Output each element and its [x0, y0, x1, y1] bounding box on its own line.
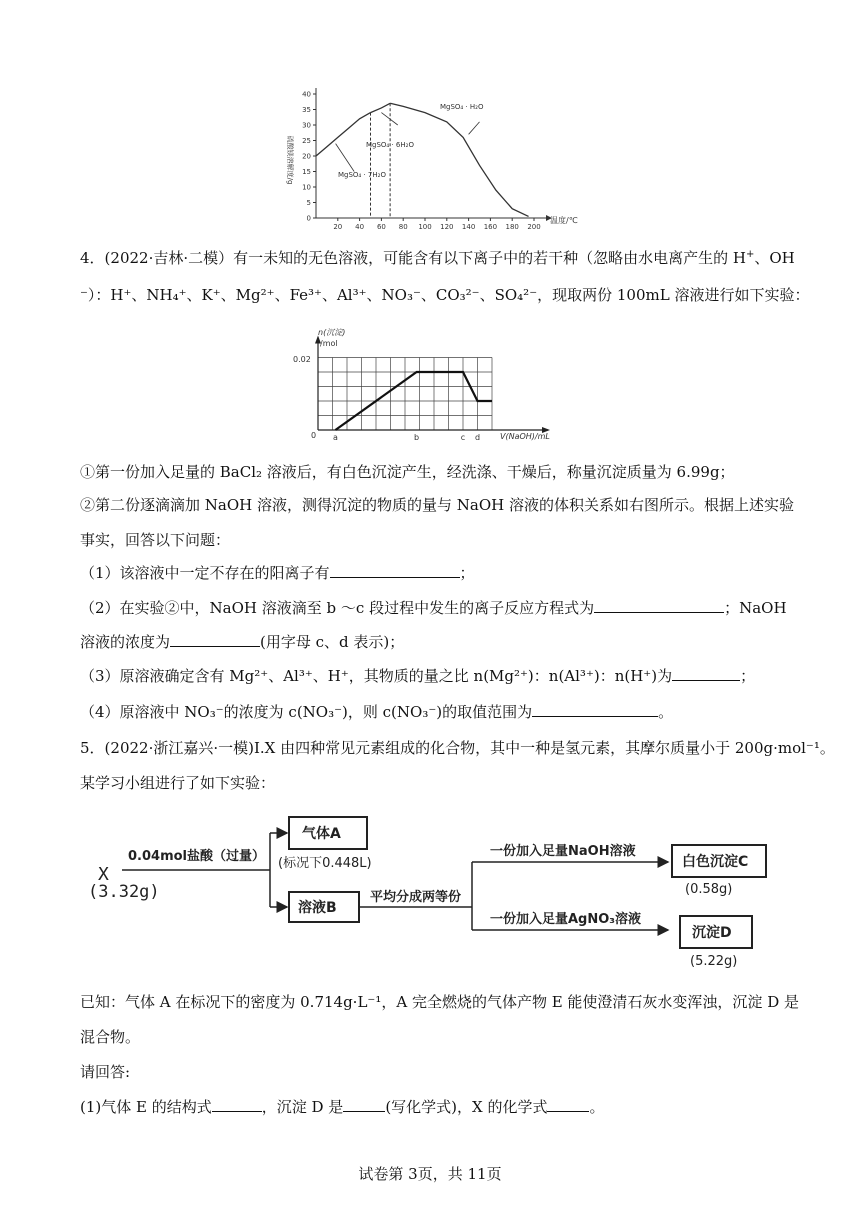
series-line-1 [371, 103, 391, 112]
series-label-7h2o: MgSO₄ · 7H₂O [338, 171, 386, 179]
precipitate-c-mass: (0.58g) [685, 882, 733, 897]
precipitate-d-mass: (5.22g) [690, 954, 738, 969]
q5-line1: 5．(2022·浙江嘉兴·一模)I.X 由四种常见元素组成的化合物，其中一种是氢元素，其摩尔质量小于 200g·mol⁻¹。 [80, 739, 835, 757]
q5-known1: 已知：气体 A 在标况下的密度为 0.714g·L⁻¹，A 完全燃烧的气体产物 E 能使澄清石灰水变浑浊，沉淀 D 是 [80, 993, 799, 1011]
origin-label: 0 [311, 431, 317, 440]
x-tick-label: 80 [398, 223, 408, 231]
q5-ask: 请回答: [80, 1063, 131, 1081]
x-tick-label-a: a [332, 433, 338, 442]
precipitate-d-label: 沉淀D [692, 925, 732, 941]
y-tick-label: 25 [302, 137, 311, 145]
y-tick-label: 10 [302, 183, 311, 192]
answer-blank[interactable] [170, 632, 260, 647]
y-tick-label: 40 [302, 90, 311, 99]
x-tick-label: 180 [505, 223, 519, 231]
y-tick-label: 20 [302, 152, 311, 161]
x-axis-label: 温度/℃ [550, 216, 578, 225]
q4-sub2a: （2）在实验②中，NaOH 溶液滴至 b ～c 段过程中发生的离子反应方程式为 ；NaOH [80, 599, 787, 617]
q5-part1: (1)气体 E 的结构式 ，沉淀 D 是 (写化学式)，X 的化学式 。 [80, 1098, 605, 1116]
q4-step1: ①第一份加入足量的 BaCl₂ 溶液后，有白色沉淀产生，经洗涤、干燥后，称量沉淀质量为 6.99g； [80, 463, 735, 481]
leader-line [336, 144, 355, 172]
gas-a-note: (标况下0.448L) [278, 856, 372, 871]
answer-blank[interactable] [212, 1097, 262, 1112]
y-tick-label: 5 [306, 199, 311, 207]
precipitate-c-label: 白色沉淀C [682, 854, 749, 870]
x-tick-label-b: b [414, 433, 420, 442]
q4-sub4: （4）原溶液中 NO₃⁻的浓度为 c(NO₃⁻)，则 c(NO₃⁻)的取值范围为 。 [80, 703, 674, 721]
y-axis-label: 硫酸镁溶解度/g [286, 135, 294, 185]
reagent-label: 0.04mol盐酸（过量） [128, 849, 266, 864]
q4-step2a: ②第二份逐滴滴加 NaOH 溶液，测得沉淀的物质的量与 NaOH 溶液的体积关系如右图所示。根据上述实验 [80, 496, 794, 514]
x-tick-label: 200 [527, 223, 541, 231]
x-tick-label: 60 [376, 223, 386, 231]
answer-blank[interactable] [672, 666, 740, 681]
leader-line [381, 113, 397, 125]
x-tick-label-c: c [460, 433, 466, 442]
y-axis-unit: /mol [320, 339, 338, 348]
q4-sub1: （1）该溶液中一定不存在的阳离子有 ； [80, 564, 475, 582]
gas-a-label: 气体A [302, 826, 341, 842]
x-tick-label: 160 [483, 223, 498, 231]
q4-line1: 4．(2022·吉林·二模）有一未知的无色溶液，可能含有以下离子中的若干种（忽略由水电离产生的 H+、OH [80, 249, 795, 267]
answer-blank[interactable] [343, 1097, 385, 1112]
q5-known2: 混合物。 [80, 1028, 141, 1046]
x-mass: (3.32g) [88, 882, 160, 902]
solution-b-label: 溶液B [298, 900, 337, 916]
series-line-0 [316, 113, 371, 156]
q4-sub2b: 溶液的浓度为 (用字母 c、d 表示)； [80, 633, 405, 651]
q4-sub3: （3）原溶液确定含有 Mg²⁺、Al³⁺、H⁺，其物质的量之比 n(Mg²⁺)：n(Al³⁺)：n(H⁺)为 ； [80, 667, 756, 685]
x-tick-label: 100 [418, 223, 432, 231]
branch2-label: 一份加入足量AgNO₃溶液 [490, 912, 641, 927]
x-tick-label: 20 [333, 223, 343, 231]
page-footer: 试卷第 3页，共 11页 [358, 1165, 502, 1183]
x-tick-label-d: d [474, 433, 481, 442]
experiment-flowchart [80, 805, 780, 980]
series-line-2 [390, 103, 528, 216]
answer-blank[interactable] [532, 702, 658, 717]
branch1-label: 一份加入足量NaOH溶液 [490, 844, 636, 859]
x-tick-label: 40 [355, 223, 365, 231]
x-axis-label: V(NaOH)/mL [500, 432, 550, 441]
x-label: X [98, 864, 109, 885]
q4-step2b: 事实，回答以下问题： [80, 531, 231, 549]
q4-line2: ⁻）：H⁺、NH₄⁺、K⁺、Mg²⁺、Fe³⁺、Al³⁺、NO₃⁻、CO₃²⁻、SO₄²⁻，现取两份 100mL 溶液进行如下实验： [80, 286, 810, 304]
solubility-chart [280, 85, 620, 235]
y-tick-label: 15 [302, 168, 311, 176]
chart-series [316, 103, 529, 218]
precipitate-chart [290, 325, 590, 445]
series-label-h2o: MgSO₄ · H₂O [440, 103, 484, 111]
y-tick-label: 35 [302, 106, 311, 114]
y-tick-label: 30 [302, 121, 311, 130]
y-axis-label: n(沉淀) [318, 328, 346, 337]
series-label-6h2o: MgSO₄ · 6H₂O [366, 141, 414, 149]
split-label: 平均分成两等份 [370, 890, 462, 905]
x-tick-label: 140 [461, 223, 476, 231]
x-tick-label: 120 [440, 223, 454, 231]
x-tick-labels [333, 433, 480, 442]
answer-blank[interactable] [594, 598, 724, 613]
y-tick-label: 0.02 [293, 355, 311, 364]
q5-line2: 某学习小组进行了如下实验： [80, 774, 276, 792]
leader-line [469, 122, 480, 134]
chart-axes [316, 88, 552, 221]
answer-blank[interactable] [330, 563, 460, 578]
answer-blank[interactable] [547, 1097, 589, 1112]
y-tick-label: 0 [306, 214, 311, 223]
